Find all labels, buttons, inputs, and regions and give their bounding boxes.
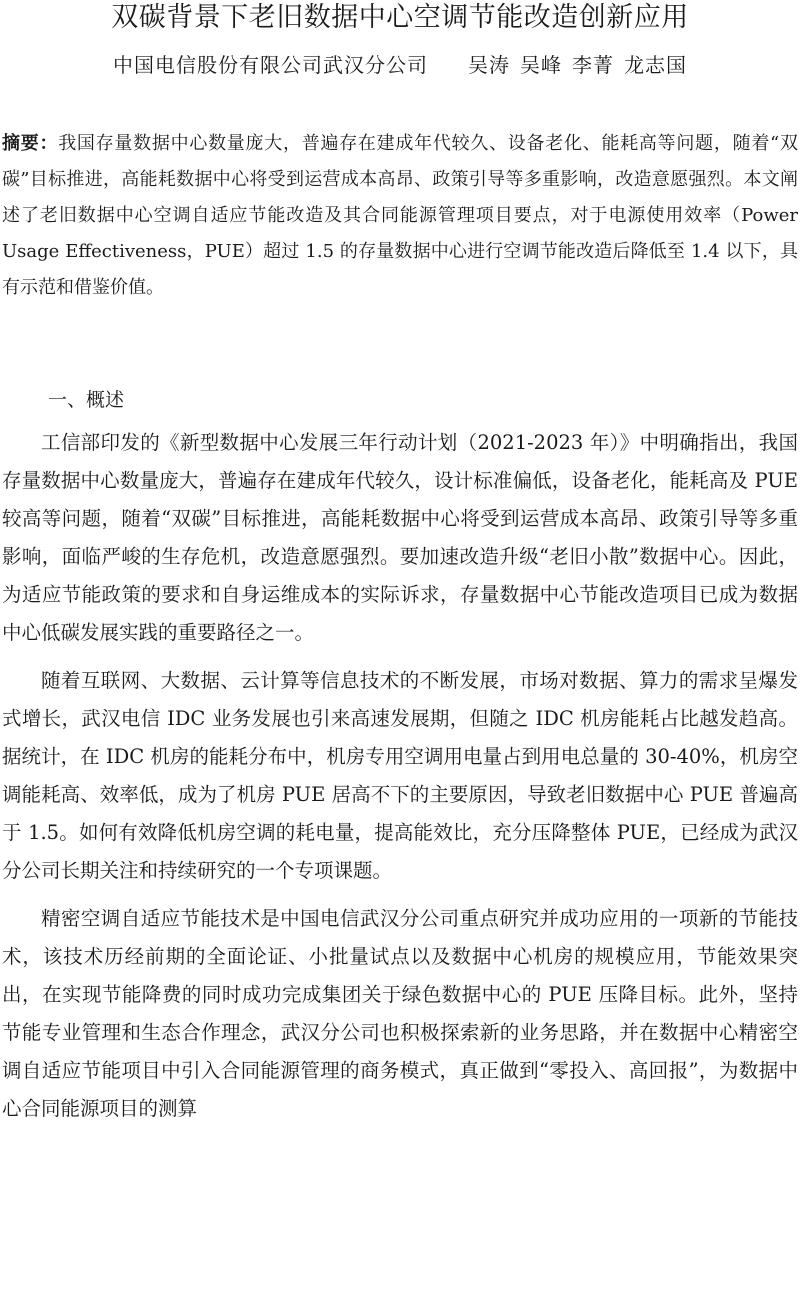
abstract-label: 摘要： <box>2 133 59 154</box>
author-name: 龙志国 <box>624 53 687 77</box>
author-organization: 中国电信股份有限公司武汉分公司 <box>113 53 428 77</box>
section-heading: 一、概述 <box>48 389 125 411</box>
abstract <box>2 126 798 306</box>
section-body <box>2 424 798 1138</box>
body-paragraph: 随着互联网、大数据、云计算等信息技术的不断发展，市场对数据、算力的需求呈爆发式增长，武汉电信 IDC 业务发展也引来高速发展期，但随之 IDC 机房能耗占比越发趋高。据统计，在 IDC 机房的能耗分布中，机房专用空调用电量占到用电总量的 30-40%，机房空调能耗高、效率低，成为了机房 PUE 居高不下的主要原因，导致老旧数据中心 PUE 普遍高于 1.5。如何有效降低机房空调的耗电量，提高能效比，充分压降整体 PUE，已经成为武汉分公司长期关注和持续研究的一个专项课题。 <box>2 669 798 882</box>
body-paragraph: 精密空调自适应节能技术是中国电信武汉分公司重点研究并成功应用的一项新的节能技术，该技术历经前期的全面论证、小批量试点以及数据中心机房的规模应用，节能效果突出，在实现节能降费的同时成功完成集团关于绿色数据中心的 PUE 压降目标。此外，坚持节能专业管理和生态合作理念，武汉分公司也积极探索新的业务思路，并在数据中心精密空调自适应节能项目中引入合同能源管理的商务模式，真正做到“零投入、高回报”，为数据中心合同能源项目的测算 <box>2 907 798 1120</box>
author-name: 吴涛 <box>468 53 510 77</box>
body-paragraph: 工信部印发的《新型数据中心发展三年行动计划（2021-2023 年）》中明确指出，我国存量数据中心数量庞大，普遍存在建成年代较久，设计标准偏低，设备老化，能耗高及 PUE 较高等问题，随着“双碳”目标推进，高能耗数据中心将受到运营成本高昂、政策引导等多重影响，面临严峻的生存危机，改造意愿强烈。要加速改造升级“老旧小散”数据中心。因此，为适应节能政策的要求和自身运维成本的实际诉求，存量数据中心节能改造项目已成为数据中心低碳发展实践的重要路径之一。 <box>2 431 798 644</box>
abstract-text: 我国存量数据中心数量庞大，普遍存在建成年代较久、设备老化、能耗高等问题，随着“双碳”目标推进，高能耗数据中心将受到运营成本高昂、政策引导等多重影响，改造意愿强烈。本文阐述了老旧数据中心空调自适应节能改造及其合同能源管理项目要点，对于电源使用效率（Power Usage Effectiveness，PUE）超过 1.5 的存量数据中心进行空调节能改造后降低至 1.4 以下，具有示范和借鉴价值。 <box>2 133 798 298</box>
author-name: 吴峰 <box>520 53 562 77</box>
author-line <box>0 50 800 80</box>
author-name: 李菁 <box>572 53 614 77</box>
paper-title: 双碳背景下老旧数据中心空调节能改造创新应用 <box>111 2 689 33</box>
